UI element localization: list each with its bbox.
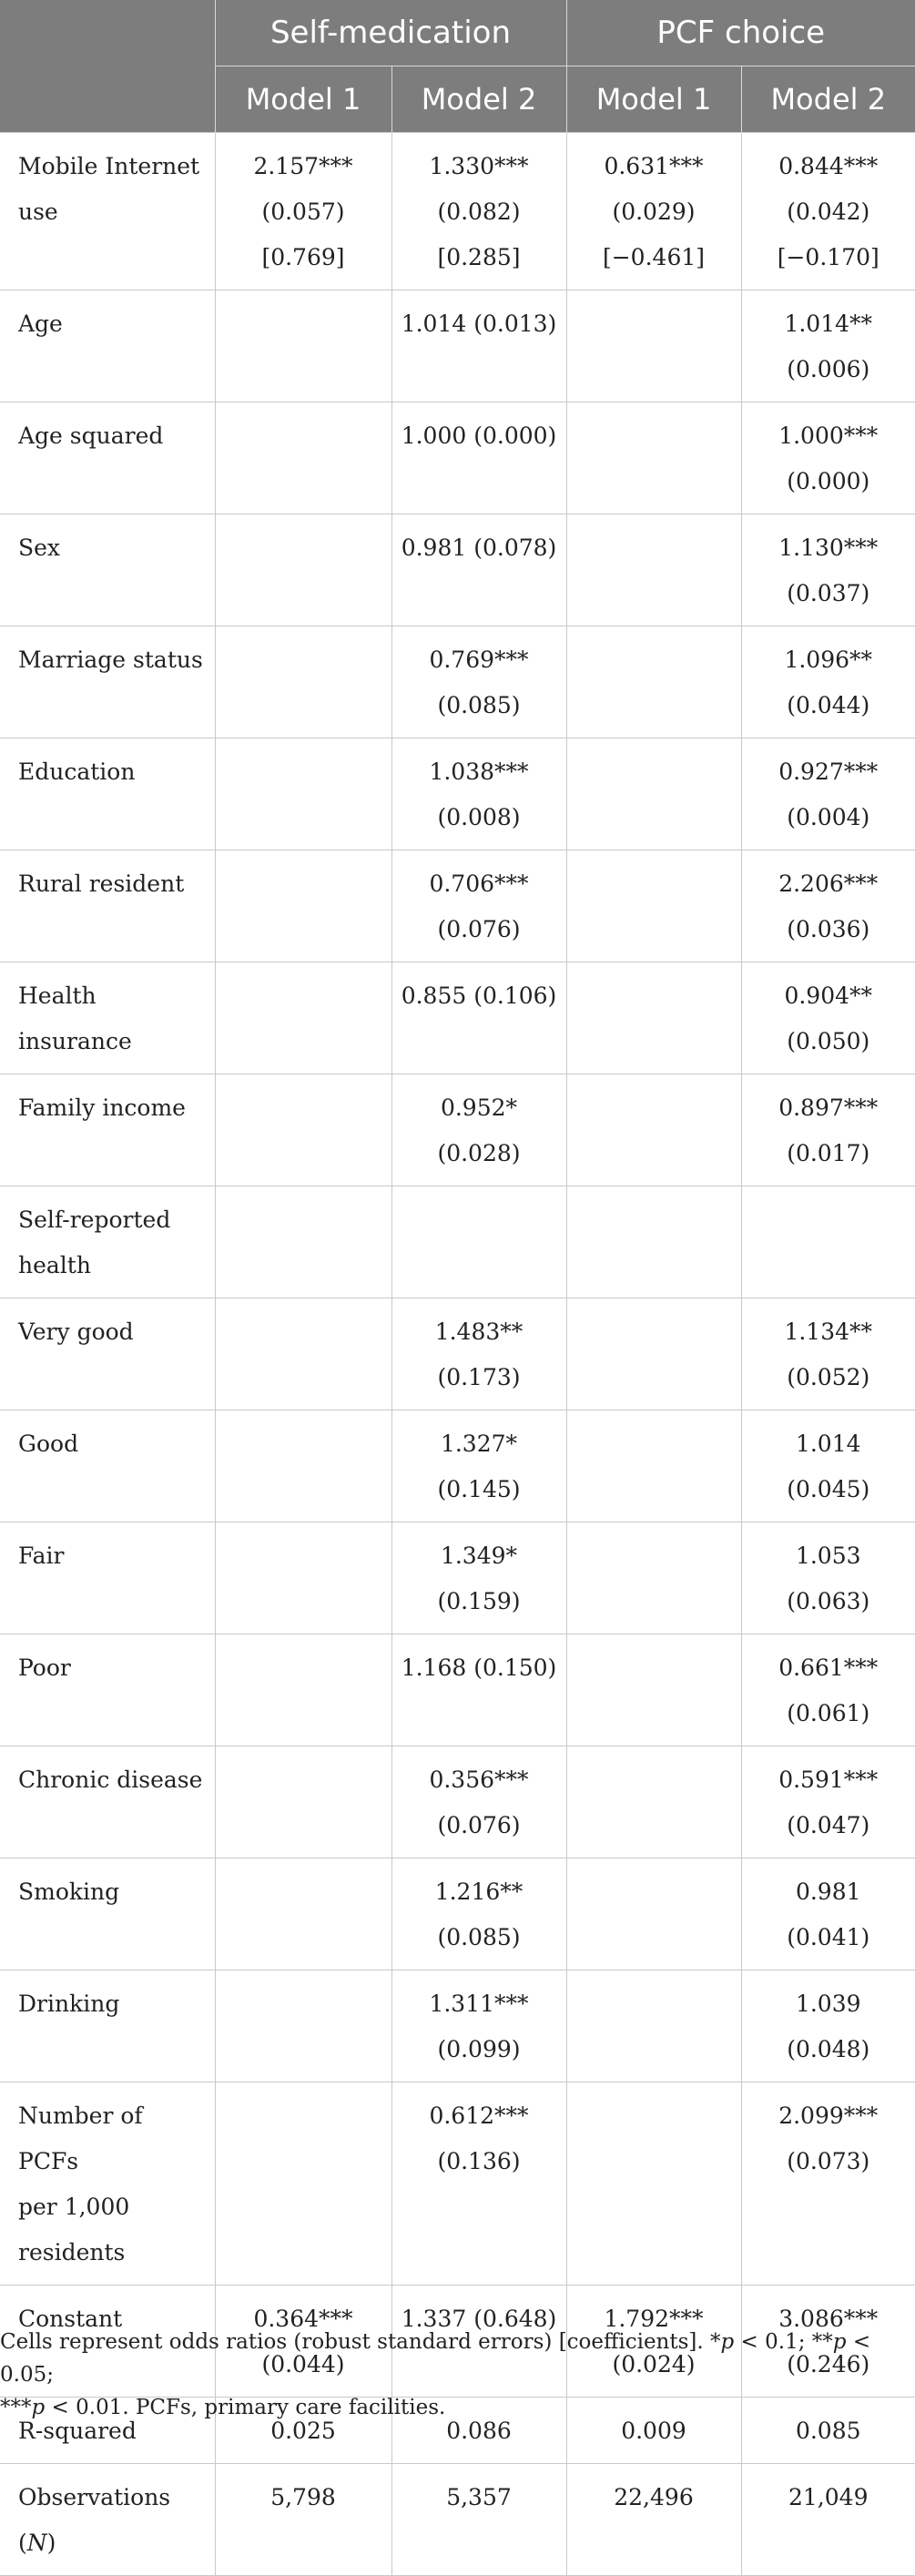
table-cell [741, 514, 915, 626]
cell-value: (0.073) [787, 2148, 870, 2174]
cell-value: (0.028) [437, 1140, 521, 1166]
table-body [0, 133, 915, 2576]
table-cell [391, 1298, 566, 1410]
table-cell [566, 962, 741, 1074]
table-cell [741, 1634, 915, 1746]
table-cell [741, 1858, 915, 1970]
cell-value: (0.173) [437, 1364, 521, 1390]
cell-value: 0.356*** [429, 1767, 529, 1793]
cell-value: (0.008) [437, 804, 521, 830]
table-row [0, 1970, 915, 2082]
cell-value: 1.134** [784, 1319, 873, 1345]
cell-value: [−0.461] [602, 244, 706, 270]
row-label-line: Smoking [18, 1879, 120, 1905]
table-cell [215, 1410, 391, 1522]
cell-value: (0.159) [437, 1588, 521, 1614]
cell-value: (0.017) [787, 1140, 870, 1166]
cell-value: 0.364*** [253, 2306, 353, 2332]
table-cell [215, 738, 391, 850]
cell-value: (0.044) [787, 692, 870, 718]
row-label-line: Rural resident [18, 871, 185, 897]
table-row [0, 1858, 915, 1970]
cell-value: 1.000*** [778, 423, 879, 449]
cell-value: 0.981 (0.078) [401, 535, 557, 561]
row-label-line: Observations [18, 2484, 171, 2510]
table-row [0, 2464, 915, 2576]
table-cell [215, 2464, 391, 2576]
row-label-line: insurance [18, 1028, 132, 1054]
table-cell [566, 1186, 741, 1298]
table-cell [566, 1858, 741, 1970]
table-cell [741, 738, 915, 850]
table-cell [741, 2082, 915, 2286]
row-label [0, 962, 215, 1074]
cell-value: (0.052) [787, 1364, 870, 1390]
header-corner [0, 0, 215, 133]
row-label-line: Poor [18, 1655, 71, 1681]
table-cell [391, 738, 566, 850]
cell-value: (0.145) [437, 1476, 521, 1502]
cell-value: 0.855 (0.106) [401, 983, 557, 1009]
row-label [0, 1522, 215, 1634]
cell-value: (0.042) [787, 199, 870, 225]
table-cell [741, 1410, 915, 1522]
table-cell [741, 626, 915, 738]
table-cell [566, 738, 741, 850]
row-label-line: use [18, 199, 58, 225]
cell-value: (0.063) [787, 1588, 870, 1614]
table-cell [741, 290, 915, 402]
row-label-line: health [18, 1252, 91, 1278]
table-cell [215, 1522, 391, 1634]
cell-value: 1.337 (0.648) [401, 2306, 557, 2332]
row-label-line: Sex [18, 535, 61, 561]
footnote-line: ***p < 0.01. PCFs, primary care facilities. [0, 2396, 446, 2419]
table-cell [391, 133, 566, 290]
cell-value: (0.044) [261, 2351, 345, 2377]
row-label-line: per 1,000 [18, 2194, 130, 2220]
table-header [0, 0, 915, 133]
table-cell [741, 850, 915, 962]
row-label [0, 738, 215, 850]
table-cell [391, 514, 566, 626]
table-cell [215, 850, 391, 962]
row-label [0, 1074, 215, 1186]
table-row [0, 1298, 915, 1410]
cell-value: [0.769] [261, 244, 345, 270]
table-cell [741, 1298, 915, 1410]
header-group-self-medication: Self-medication [215, 0, 566, 66]
row-label-line: Mobile Internet [18, 153, 200, 179]
row-label-line: Chronic disease [18, 1767, 203, 1793]
row-label [0, 850, 215, 962]
table-cell [741, 1970, 915, 2082]
table-cell [741, 2464, 915, 2576]
row-label [0, 402, 215, 514]
cell-value: 0.025 [270, 2418, 336, 2444]
cell-value: (0.082) [437, 199, 521, 225]
cell-value: 0.897*** [778, 1095, 879, 1121]
row-label-line: Family income [18, 1095, 186, 1121]
cell-value: (0.045) [787, 1476, 870, 1502]
table-cell [391, 1186, 566, 1298]
header-group-pcf-choice: PCF choice [566, 0, 915, 66]
table-cell [391, 1746, 566, 1858]
header-model: Model 2 [741, 66, 915, 133]
cell-value: 21,049 [788, 2484, 869, 2510]
cell-value: 22,496 [614, 2484, 694, 2510]
cell-value: 1.038*** [429, 759, 529, 785]
table-cell [215, 1298, 391, 1410]
cell-value: (0.047) [787, 1812, 870, 1838]
table-cell [741, 402, 915, 514]
table-cell [215, 1634, 391, 1746]
table-cell [566, 1298, 741, 1410]
table-cell [215, 2082, 391, 2286]
cell-value: 0.591*** [778, 1767, 879, 1793]
table-cell [391, 1522, 566, 1634]
cell-value: 1.330*** [429, 153, 529, 179]
cell-value: (0.061) [787, 1700, 870, 1726]
table-cell [566, 2464, 741, 2576]
row-label-line: Marriage status [18, 647, 203, 673]
cell-value: 0.612*** [429, 2103, 529, 2129]
table-cell [566, 626, 741, 738]
cell-value: 1.792*** [604, 2306, 704, 2332]
table-cell [391, 290, 566, 402]
table-cell [566, 514, 741, 626]
table-cell [741, 1746, 915, 1858]
cell-value: (0.085) [437, 692, 521, 718]
row-label-line: Education [18, 759, 136, 785]
row-label [0, 1970, 215, 2082]
cell-value: 0.706*** [429, 871, 529, 897]
cell-value: 2.157*** [253, 153, 353, 179]
table-cell [566, 402, 741, 514]
table-cell [566, 850, 741, 962]
row-label [0, 290, 215, 402]
cell-value: (0.041) [787, 1924, 870, 1950]
cell-value: (0.076) [437, 1812, 521, 1838]
table-cell [391, 850, 566, 962]
table-cell [215, 1746, 391, 1858]
cell-value: (0.085) [437, 1924, 521, 1950]
table-cell [566, 290, 741, 402]
cell-value: (0.037) [787, 580, 870, 606]
table-cell [566, 1522, 741, 1634]
cell-value: 5,357 [446, 2484, 512, 2510]
row-label-line: Number of PCFs [18, 2103, 143, 2174]
table-cell [566, 1634, 741, 1746]
row-label [0, 2464, 215, 2576]
cell-value: 0.927*** [778, 759, 879, 785]
cell-value: 0.904** [784, 983, 873, 1009]
row-label-line: Self-reported [18, 1207, 171, 1233]
cell-value: [−0.170] [777, 244, 879, 270]
cell-value: (0.029) [612, 199, 696, 225]
table-row [0, 402, 915, 514]
cell-value: 1.096** [784, 647, 873, 673]
table-cell [391, 2082, 566, 2286]
header-model: Model 1 [215, 66, 391, 133]
table-cell [215, 290, 391, 402]
cell-value: 1.014 [795, 1431, 861, 1457]
table-cell [215, 1970, 391, 2082]
table-row [0, 514, 915, 626]
table-cell [566, 2082, 741, 2286]
row-label [0, 626, 215, 738]
table-row [0, 2082, 915, 2286]
table-cell [566, 1746, 741, 1858]
cell-value: 1.130*** [778, 535, 879, 561]
cell-value: 1.168 (0.150) [401, 1655, 557, 1681]
row-label-line: Age squared [18, 423, 164, 449]
cell-value: 0.086 [446, 2418, 512, 2444]
cell-value: (0.050) [787, 1028, 870, 1054]
row-label-line: residents [18, 2239, 126, 2265]
table-cell [391, 1858, 566, 1970]
row-label [0, 1298, 215, 1410]
table-cell [566, 1410, 741, 1522]
cell-value: 1.483** [434, 1319, 524, 1345]
cell-value: 1.039 [795, 1991, 861, 2017]
table-row [0, 1522, 915, 1634]
table-cell [741, 1186, 915, 1298]
table-cell [391, 2464, 566, 2576]
table-cell [391, 962, 566, 1074]
table-cell [741, 962, 915, 1074]
table-cell [741, 133, 915, 290]
cell-value: 2.206*** [778, 871, 879, 897]
table-row [0, 1410, 915, 1522]
row-label [0, 1634, 215, 1746]
row-label-line: Health [18, 983, 97, 1009]
cell-value: 0.661*** [778, 1655, 879, 1681]
cell-value: 1.053 [795, 1543, 861, 1569]
table-footnote [0, 2326, 910, 2424]
cell-value: (0.076) [437, 916, 521, 942]
cell-value: 1.000 (0.000) [401, 423, 557, 449]
table-cell [215, 1858, 391, 1970]
table-row [0, 1634, 915, 1746]
cell-value: 1.014 (0.013) [401, 311, 557, 337]
table-cell [391, 1970, 566, 2082]
table-cell [566, 133, 741, 290]
cell-value: (0.099) [437, 2036, 521, 2062]
table-cell [391, 402, 566, 514]
cell-value: 0.009 [621, 2418, 686, 2444]
row-label-line: Very good [18, 1319, 134, 1345]
cell-value: 0.981 [795, 1879, 861, 1905]
cell-value: 1.014** [784, 311, 873, 337]
cell-value: (0.246) [787, 2351, 870, 2377]
cell-value: 1.311*** [429, 1991, 529, 2017]
row-label [0, 2082, 215, 2286]
cell-value: (0.004) [787, 804, 870, 830]
table-cell [391, 626, 566, 738]
table-cell [215, 626, 391, 738]
table-row [0, 1074, 915, 1186]
cell-value: 5,798 [270, 2484, 336, 2510]
table-cell [215, 1186, 391, 1298]
table-cell [215, 514, 391, 626]
table-row [0, 290, 915, 402]
row-label-line: Age [18, 311, 63, 337]
row-label [0, 1746, 215, 1858]
cell-value: (0.057) [261, 199, 345, 225]
table-cell [566, 1074, 741, 1186]
cell-value: 0.631*** [604, 153, 704, 179]
cell-value: 1.216** [434, 1879, 524, 1905]
table-row [0, 850, 915, 962]
footnote-line: Cells represent odds ratios (robust standard errors) [coefficients]. *p < 0.1; **p < 0.05; [0, 2330, 871, 2387]
cell-value: 1.349* [440, 1543, 518, 1569]
row-label-line: Good [18, 1431, 79, 1457]
table-cell [215, 1074, 391, 1186]
cell-value: 0.844*** [778, 153, 879, 179]
table-row [0, 1746, 915, 1858]
table-cell [741, 1522, 915, 1634]
table-row [0, 962, 915, 1074]
cell-value: 2.099*** [778, 2103, 879, 2129]
cell-value: (0.136) [437, 2148, 521, 2174]
row-label [0, 1186, 215, 1298]
row-label [0, 1410, 215, 1522]
cell-value: (0.024) [612, 2351, 696, 2377]
cell-value: (0.000) [787, 468, 870, 494]
cell-value: 0.769*** [429, 647, 529, 673]
cell-value: 1.327* [440, 1431, 518, 1457]
table-cell [391, 1634, 566, 1746]
table-cell [741, 1074, 915, 1186]
row-label-line: Drinking [18, 1991, 120, 2017]
table-cell [391, 1410, 566, 1522]
row-label-line: Fair [18, 1543, 65, 1569]
header-model: Model 2 [391, 66, 566, 133]
cell-value: 0.952* [440, 1095, 518, 1121]
cell-value: (0.048) [787, 2036, 870, 2062]
table-cell [566, 1970, 741, 2082]
row-label-line: Constant [18, 2306, 123, 2332]
row-label [0, 133, 215, 290]
header-model: Model 1 [566, 66, 741, 133]
table-row [0, 738, 915, 850]
table-cell [391, 1074, 566, 1186]
row-label [0, 1858, 215, 1970]
table-cell [215, 962, 391, 1074]
cell-value: [0.285] [437, 244, 521, 270]
cell-value: 0.085 [795, 2418, 861, 2444]
row-label [0, 514, 215, 626]
table-row [0, 133, 915, 290]
cell-value: 3.086*** [778, 2306, 879, 2332]
row-label-line: R-squared [18, 2418, 137, 2444]
table-row [0, 626, 915, 738]
table-cell [215, 133, 391, 290]
cell-value: (0.006) [787, 356, 870, 382]
cell-value: (0.036) [787, 916, 870, 942]
row-label-line: (N) [18, 2530, 56, 2556]
table-cell [215, 402, 391, 514]
table-row [0, 1186, 915, 1298]
